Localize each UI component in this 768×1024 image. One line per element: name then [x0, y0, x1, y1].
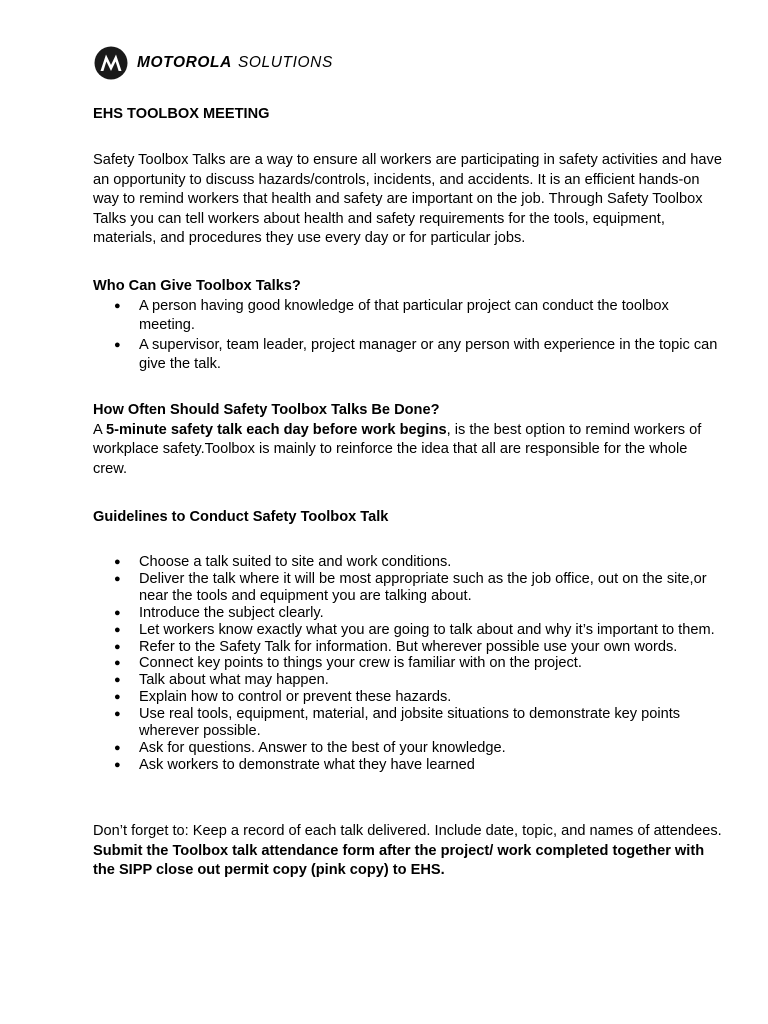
document-title: EHS TOOLBOX MEETING [93, 106, 270, 122]
guideline-item: ● Let workers know exactly what you are going to talk about and why it’s important to them. [93, 622, 723, 639]
guideline-item: ● Refer to the Safety Talk for information. But wherever possible use your own words. [93, 639, 723, 656]
guideline-item: ● Talk about what may happen. [93, 672, 723, 689]
who-section [93, 277, 723, 375]
guidelines-heading: Guidelines to Conduct Safety Toolbox Talk [93, 509, 389, 525]
logo-brand: MOTOROLA [137, 54, 232, 72]
closing-normal: Don’t forget to: Keep a record of each talk delivered. Include date, topic, and names of attendees. [93, 823, 722, 839]
who-list [93, 297, 723, 375]
how-often-heading: How Often Should Safety Toolbox Talks Be Done? [93, 402, 440, 418]
guideline-item: ● Ask workers to demonstrate what they have learned [93, 757, 723, 774]
intro-paragraph: Safety Toolbox Talks are a way to ensure all workers are participating in safety activities and have an opportunity to discuss hazards/controls, incidents, and accidents. It is an efficient hands-on way to remind workers that health and safety are important on the job. Through Safety Toolbox Talks you can tell workers about health and safety requirements for the tools, equipment, materials, and procedures they use every day or for particular jobs. [93, 152, 722, 247]
guidelines-list [93, 554, 723, 774]
closing-bold: Submit the Toolbox talk attendance form after the project/ work completed together with the SIPP close out permit copy (pink copy) to EHS. [93, 842, 705, 879]
how-often-bold: 5-minute safety talk each day before work begins [105, 421, 447, 438]
closing-paragraph [93, 822, 723, 881]
logo-wordmark [137, 55, 333, 71]
how-often-paragraph [93, 421, 723, 480]
motorola-solutions-logo [94, 46, 333, 80]
motorola-batwing-icon [94, 46, 128, 80]
who-heading: Who Can Give Toolbox Talks? [93, 278, 301, 294]
who-item: ● A person having good knowledge of that particular project can conduct the toolbox meeting. [93, 297, 723, 336]
who-item: ● A supervisor, team leader, project manager or any person with experience in the topic can give the talk. [93, 336, 723, 375]
logo-sub: SOLUTIONS [237, 54, 333, 72]
guideline-item: ● Choose a talk suited to site and work conditions. [93, 554, 723, 571]
guideline-item: ● Connect key points to things your crew is familiar with on the project. [93, 655, 723, 672]
guideline-item: ● Introduce the subject clearly. [93, 605, 723, 622]
guideline-item: ● Explain how to control or prevent these hazards. [93, 689, 723, 706]
guideline-item: ● Use real tools, equipment, material, and jobsite situations to demonstrate key points wherever possible. [93, 706, 723, 740]
guideline-item: ● Ask for questions. Answer to the best of your knowledge. [93, 740, 723, 757]
guidelines-section [93, 554, 723, 774]
how-often-section [93, 401, 723, 479]
how-often-prefix: A [93, 421, 106, 438]
guideline-item: ● Deliver the talk where it will be most appropriate such as the job office, out on the site,or near the tools and equipment you are talking about. [93, 571, 723, 605]
how-often-suffix: , is the best option to remind workers of workplace safety.Toolbox is mainly to reinforce the idea that all are responsible for the whole crew. [93, 421, 702, 477]
